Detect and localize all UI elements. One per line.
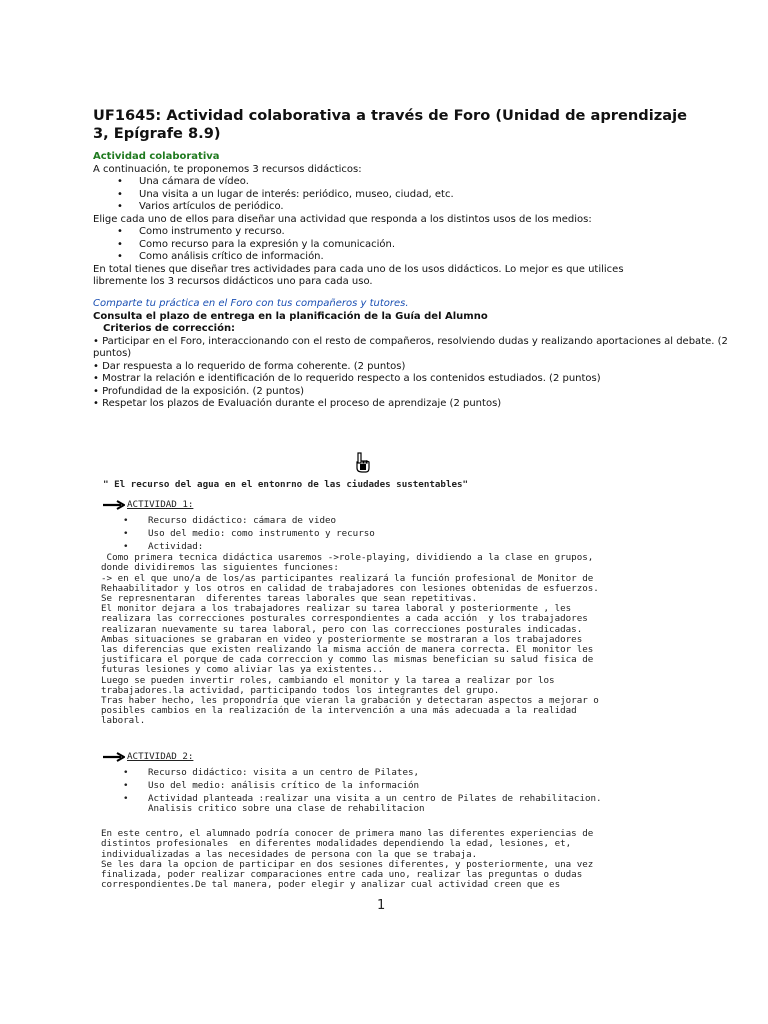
list-item: • Como análisis crítico de información.: [117, 251, 733, 264]
body-line: Se represnentaran diferentes tareas laborales que sean repetitivas.: [101, 593, 478, 605]
body-line: las diferencias que existen realizando la misma acción de manera correcta. El monitor les: [101, 644, 594, 656]
body-line: donde dividiremos las siguientes funciones:: [101, 562, 339, 574]
summary-line: libremente los 3 recursos didácticos uno para cada uso.: [93, 276, 373, 287]
body-line: El monitor dejara a los trabajadores realizar su tarea laboral y posteriormente , les: [101, 603, 572, 615]
activity-2-bullets: [103, 766, 723, 815]
activity-title: ACTIVIDAD 1:: [127, 499, 194, 510]
activity-1-bullets: [103, 514, 723, 553]
activity-1-body: [101, 553, 723, 726]
criteria-item: • Dar respuesta a lo requerido de forma coherente. (2 puntos): [93, 360, 406, 372]
right-arrow-icon: [103, 500, 125, 510]
list-item: • Uso del medio: como instrumento y recurso: [123, 527, 723, 540]
design-prompt: Elige cada uno de ellos para diseñar una actividad que responda a los distintos usos de los medios:: [93, 213, 592, 225]
share-note: Comparte tu práctica en el Foro con tus compañeros y tutores.: [93, 298, 409, 309]
uses-list: [93, 226, 733, 264]
activity-1: [103, 500, 723, 727]
body-line: individualizadas a las necesidades de persona con la que se trabaja.: [101, 848, 478, 860]
list-item: • Recurso didáctico: cámara de video: [123, 514, 723, 527]
list-item-continuation: Analisis critico sobre una clase de rehabilitacion: [148, 803, 425, 815]
list-item: • Una cámara de vídeo.: [117, 176, 733, 189]
activity-title: ACTIVIDAD 2:: [127, 751, 194, 762]
list-item: • Uso del medio: análisis crítico de la información: [123, 779, 723, 792]
body-line: laboral.: [101, 715, 146, 727]
section-heading: Actividad colaborativa: [93, 151, 220, 162]
criteria-item: • Mostrar la relación e identificación de lo requerido respecto a los contenidos estudiados. (2 puntos): [93, 373, 601, 384]
deadline-note: Consulta el plazo de entrega en la planificación de la Guía del Alumno: [93, 310, 488, 322]
summary-line: En total tienes que diseñar tres actividades para cada uno de los usos didácticos. Lo mejor es que utilices: [93, 263, 624, 275]
activity-2: [103, 752, 723, 890]
list-item: • Como recurso para la expresión y la comunicación.: [117, 239, 733, 252]
activity-1-heading: [103, 500, 723, 510]
document-title: UF1645: Actividad colaborativa a través de Foro (Unidad de aprendizaje 3, Epígrafe 8.9): [93, 107, 687, 142]
body-line: Como primera tecnica didáctica usaremos ->role-playing, dividiendo a la clase en grupos,: [101, 552, 594, 564]
list-item: • Actividad:: [123, 540, 723, 553]
body-line: Luego se pueden invertir roles, cambiando el monitor y la tarea a realizar por los: [101, 674, 555, 686]
body-line: justificara el porque de cada correccion y commo las mismas benefician su salud fisica de: [101, 654, 594, 666]
criteria-item: • Respetar los plazos de Evaluación durante el proceso de aprendizaje (2 puntos): [93, 398, 502, 409]
body-line: realizaran nuevamente su tarea laboral, pero con las correcciones posturales indicadas.: [101, 623, 583, 635]
body-line: finalizada, poder realizar comparaciones entre cada uno, realizar las preguntas o dudas: [101, 869, 583, 881]
list-item: • Como instrumento y recurso.: [117, 226, 733, 239]
criteria-item: • Profundidad de la exposición. (2 puntos): [93, 385, 305, 397]
body-line: Ambas situaciones se grabaran en video y posteriormente se mostraran a los trabajadores: [101, 633, 583, 645]
list-item: • Actividad planteada :realizar una visita a un centro de Pilates de rehabilitacion.: [123, 792, 723, 805]
body-line: Rehaabilitador y los otros en calidad de trabajadores con lesiones obtenidas de esfuerzos.: [101, 582, 599, 594]
page-number: 1: [377, 898, 386, 913]
list-item: • Una visita a un lugar de interés: periódico, museo, ciudad, etc.: [117, 189, 733, 202]
body-line: distintos profesionales en diferentes modalidades dependiendo la edad, lesiones, et,: [101, 838, 572, 850]
body-line: posibles cambios en la realización de la intervención a una más adecuada a la realidad: [101, 705, 577, 717]
right-arrow-icon: [103, 752, 125, 762]
body-line: En este centro, el alumnado podría conocer de primera mano las diferentes experiencias de: [101, 828, 594, 840]
criteria-item: • Participar en el Foro, interaccionando con el resto de compañeros, resolviendo dudas y realizando aportaciones al debate. (2 puntos): [93, 335, 728, 359]
intro-text: A continuación, te proponemos 3 recursos didácticos:: [93, 163, 362, 175]
criteria-heading: Criterios de corrección:: [103, 323, 236, 334]
activity-2-heading: [103, 752, 723, 762]
body-line: realizara las correcciones posturales correspondientes a cada acción y los trabajadores: [101, 613, 588, 625]
body-line: trabajadores.la actividad, participando todos los integrantes del grupo.: [101, 684, 500, 696]
body-line: Tras haber hecho, les propondría que vieran la grabación y detectaran aspectos a mejorar o: [101, 695, 599, 707]
list-item: • Varios artículos de periódico.: [117, 201, 733, 214]
assignment-section: [93, 151, 733, 289]
hand-pointer-icon: [355, 452, 371, 474]
body-line: correspondientes.De tal manera, poder elegir y analizar cual actividad creen que es: [101, 879, 561, 891]
body-line: futuras lesiones y como aliviar las ya existentes..: [101, 664, 384, 676]
body-line: Se les dara la opcion de participar en dos sesiones diferentes, y posteriormente, una vez: [101, 858, 594, 870]
body-line: -> en el que uno/a de los/as participantes realizará la función profesional de Monitor de: [101, 572, 594, 584]
activity-2-body: [101, 829, 723, 890]
submission-title: " El recurso del agua en el entonrno de las ciudades sustentables": [103, 479, 469, 490]
resource-list: [93, 176, 733, 214]
list-item: • Recurso didáctico: visita a un centro de Pilates,: [123, 766, 723, 779]
notes-section: [93, 298, 733, 411]
